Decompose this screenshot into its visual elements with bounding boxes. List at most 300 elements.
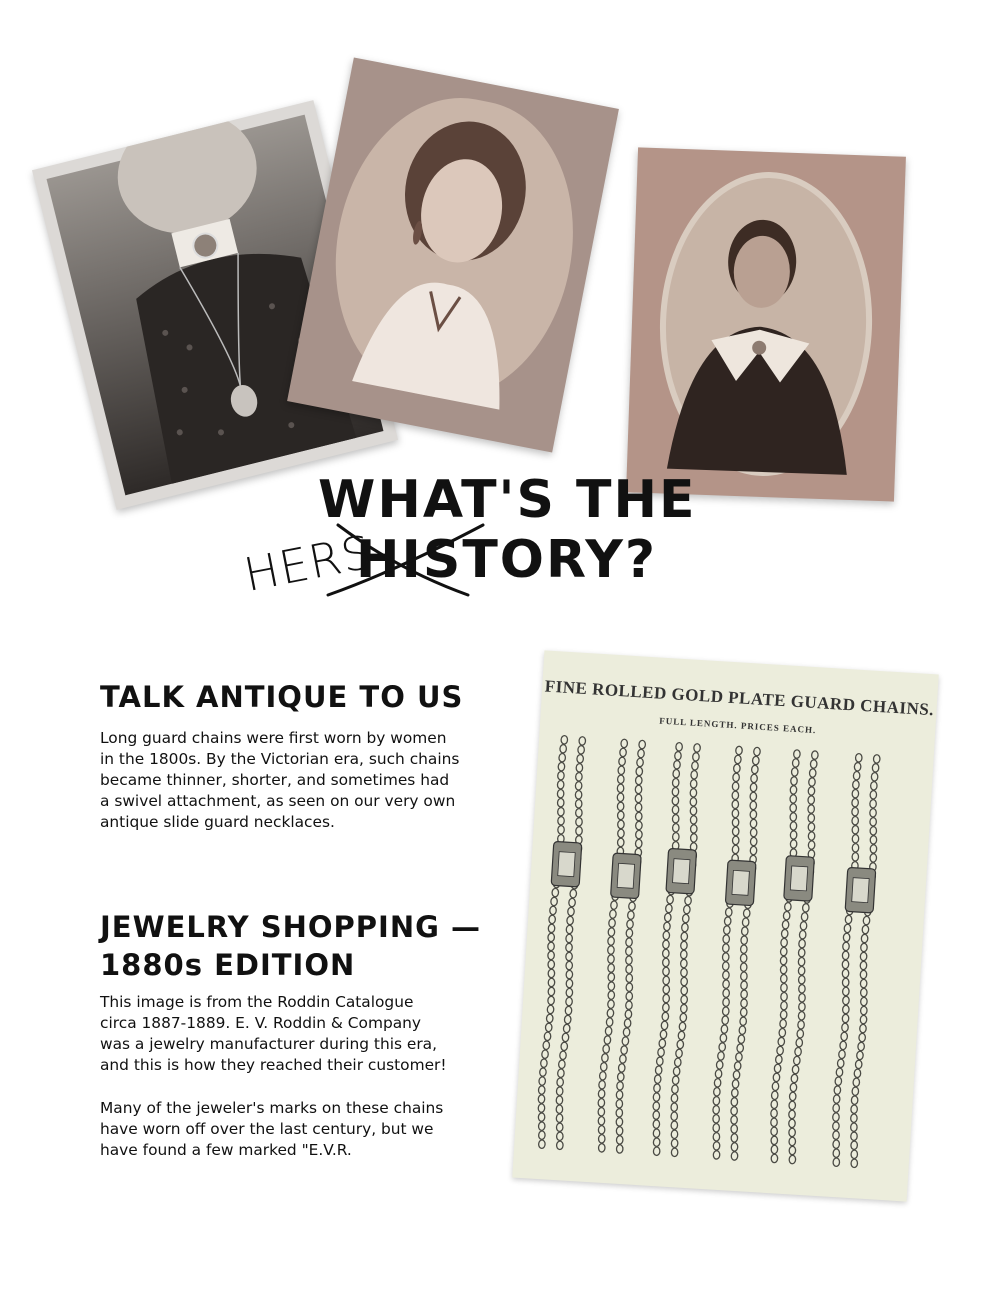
chain-link [733, 1071, 740, 1080]
chain-link [624, 1019, 631, 1028]
chain-link [741, 999, 748, 1008]
chain-link [672, 832, 679, 841]
chain-link [578, 745, 585, 754]
chain-link [551, 897, 558, 906]
chain-link [617, 838, 624, 847]
chain-link [638, 749, 645, 758]
chain-link [725, 908, 732, 917]
chain-link [790, 786, 797, 795]
chain-link [608, 928, 615, 937]
chain-link [732, 1080, 739, 1089]
chain-link [566, 979, 573, 988]
chain-link [861, 943, 868, 952]
chain-link [616, 1136, 623, 1145]
chain-link [557, 807, 564, 816]
chain-link [626, 992, 633, 1001]
chain-link [548, 924, 555, 933]
chain-link [681, 986, 688, 995]
chain-link [548, 978, 555, 987]
chain-link [781, 992, 788, 1001]
chain-link [750, 783, 757, 792]
chain-link [840, 1041, 847, 1050]
chain-link [608, 955, 615, 964]
chain-link [780, 974, 787, 983]
chain-link [604, 1036, 611, 1045]
paragraph-line: have worn off over the last century, but we [100, 1120, 434, 1138]
chain-link [781, 1001, 788, 1010]
chain-link [777, 1046, 784, 1055]
chain-link [714, 1078, 721, 1087]
chain-link [558, 825, 565, 834]
chain-link [576, 826, 583, 835]
chain-link [854, 762, 861, 771]
chain-link [851, 1105, 858, 1114]
chain-link [691, 770, 698, 779]
chain-link [790, 822, 797, 831]
vintage-photo-young-woman [287, 57, 619, 452]
chain-link [672, 1076, 679, 1085]
chain-link [790, 831, 797, 840]
chain-link [635, 803, 642, 812]
chain-link [543, 1041, 550, 1050]
slide-ornament-inlay [790, 866, 807, 891]
chain-link [741, 990, 748, 999]
title-word-tory: TORY? [462, 530, 658, 590]
chain-link [545, 1023, 552, 1032]
chain-link [674, 760, 681, 769]
chain-link [548, 987, 555, 996]
chain-link [739, 1026, 746, 1035]
chain-link [723, 980, 730, 989]
chain-link [740, 945, 747, 954]
chain-link [548, 969, 555, 978]
chain-link [750, 801, 757, 810]
chain-link [538, 1113, 545, 1122]
chain-link [559, 753, 566, 762]
chain-link [681, 923, 688, 932]
chain-link [566, 925, 573, 934]
chain-link [663, 940, 670, 949]
chain-link [782, 920, 789, 929]
chain-link [751, 774, 758, 783]
chain-link [667, 895, 674, 904]
chain-link [808, 796, 815, 805]
chain-link [598, 1125, 605, 1134]
chain-link [626, 974, 633, 983]
chain-link [731, 1097, 738, 1106]
chain-link [790, 813, 797, 822]
chain-link [732, 800, 739, 809]
chain-link [539, 1077, 546, 1086]
chain-link [713, 1123, 720, 1132]
chain-link [720, 1034, 727, 1043]
chain-link [672, 805, 679, 814]
chain-link [680, 1013, 687, 1022]
chain-link [653, 1111, 660, 1120]
chain-link [567, 916, 574, 925]
chain-link [542, 1050, 549, 1059]
chain-link [671, 1094, 678, 1103]
chain-link [605, 1027, 612, 1036]
chain-link [626, 965, 633, 974]
chain-link [538, 1104, 545, 1113]
chain-link [608, 991, 615, 1000]
chain-link [661, 1021, 668, 1030]
chain-link [539, 1068, 546, 1077]
chain-link [713, 1114, 720, 1123]
chain-link [798, 1002, 805, 1011]
chain-link [607, 946, 614, 955]
chain-link [722, 971, 729, 980]
chain-link [557, 798, 564, 807]
chain-link [566, 970, 573, 979]
chain-link [608, 964, 615, 973]
chain-link [690, 806, 697, 815]
chain-link [569, 898, 576, 907]
chain-link [773, 1073, 780, 1082]
chain-link [566, 943, 573, 952]
chain-link [852, 834, 859, 843]
chain-link [775, 1055, 782, 1064]
chain-link [575, 799, 582, 808]
chain-link [598, 1098, 605, 1107]
chain-link [653, 1138, 660, 1147]
chain-link [842, 1005, 849, 1014]
chain-link [841, 1032, 848, 1041]
chain-link [740, 954, 747, 963]
chain-link [566, 952, 573, 961]
chain-link [616, 1145, 623, 1154]
chain-link [738, 1035, 745, 1044]
chain-link [851, 1096, 858, 1105]
chain-link [861, 934, 868, 943]
chain-link [713, 1105, 720, 1114]
chain-link [723, 998, 730, 1007]
chain-link [798, 984, 805, 993]
chain-link [627, 911, 634, 920]
chain-link [731, 1143, 738, 1152]
chain-link [809, 778, 816, 787]
chain-link [690, 779, 697, 788]
chain-link [561, 1042, 568, 1051]
chain-link [683, 905, 690, 914]
chain-link [808, 832, 815, 841]
chain-link [833, 1131, 840, 1140]
chain-link [623, 1028, 630, 1037]
chain-link [603, 1045, 610, 1054]
chain-link [858, 1042, 865, 1051]
chain-link [835, 1077, 842, 1086]
chain-link [659, 1039, 666, 1048]
chain-link [774, 1064, 781, 1073]
chain-link [802, 903, 809, 912]
chain-link [789, 1146, 796, 1155]
chain-link [870, 817, 877, 826]
chain-link [558, 816, 565, 825]
chain-link [713, 1087, 720, 1096]
chain-link [791, 777, 798, 786]
chain-link [833, 1095, 840, 1104]
chain-link [690, 815, 697, 824]
chain-link [870, 790, 877, 799]
chain-link [870, 799, 877, 808]
chain-link [550, 906, 557, 915]
chain-link [733, 773, 740, 782]
chain-link [538, 1131, 545, 1140]
chain-link [598, 1134, 605, 1143]
chain-link [626, 938, 633, 947]
chain-link [538, 1122, 545, 1131]
chain-link [547, 1005, 554, 1014]
section-paragraph-jeweler-marks [100, 1098, 500, 1161]
chain-link [792, 1065, 799, 1074]
chain-link [832, 1122, 839, 1131]
chain-link [566, 988, 573, 997]
chain-link [608, 982, 615, 991]
chain-link [675, 751, 682, 760]
chain-link [556, 1123, 563, 1132]
chain-link [860, 1006, 867, 1015]
chain-link [870, 781, 877, 790]
chain-link [778, 1037, 785, 1046]
chain-link [750, 828, 757, 837]
chain-link [671, 1121, 678, 1130]
chain-link [672, 796, 679, 805]
chain-link [808, 814, 815, 823]
chain-link [565, 1006, 572, 1015]
chain-link [681, 977, 688, 986]
chain-link [857, 1051, 864, 1060]
chain-link [722, 962, 729, 971]
chain-link [672, 787, 679, 796]
chain-link [620, 748, 627, 757]
chain-link [658, 1048, 665, 1057]
chain-link [734, 1062, 741, 1071]
chain-link [732, 809, 739, 818]
chain-link [750, 846, 757, 855]
chain-link [663, 994, 670, 1003]
chain-link [679, 1022, 686, 1031]
paragraph-line: and this is how they reached their customer! [100, 1056, 447, 1074]
chain-link [798, 966, 805, 975]
chain-link [540, 1059, 547, 1068]
chain-link [548, 942, 555, 951]
chain-link [609, 910, 616, 919]
chain-link [870, 854, 877, 863]
chain-link [722, 953, 729, 962]
chain-link [691, 761, 698, 770]
chain-link [789, 1101, 796, 1110]
chain-link [852, 825, 859, 834]
chain-link [715, 1069, 722, 1078]
chain-link [771, 1118, 778, 1127]
chain-link [789, 1119, 796, 1128]
chain-link [664, 913, 671, 922]
chain-link [677, 1040, 684, 1049]
chain-link [663, 985, 670, 994]
chain-link [832, 1113, 839, 1122]
chain-link [771, 1145, 778, 1154]
chain-link [750, 810, 757, 819]
chain-link [617, 811, 624, 820]
chain-link [793, 750, 800, 759]
chain-link [662, 949, 669, 958]
chain-link [789, 1110, 796, 1119]
chain-link [653, 1093, 660, 1102]
chain-link [771, 1109, 778, 1118]
chain-link [845, 915, 852, 924]
chain-link [557, 780, 564, 789]
chain-link [556, 1105, 563, 1114]
chain-link [833, 1140, 840, 1149]
chain-link [617, 802, 624, 811]
chain-link [852, 843, 859, 852]
chain-link [607, 1009, 614, 1018]
chain-link [799, 930, 806, 939]
chain-link [576, 817, 583, 826]
chain-link [663, 922, 670, 931]
chain-link [653, 1147, 660, 1156]
chain-link [811, 751, 818, 760]
chain-link [548, 996, 555, 1005]
chain-link [628, 902, 635, 911]
chain-link [780, 956, 787, 965]
chain-link [599, 1080, 606, 1089]
chain-link [771, 1136, 778, 1145]
chain-link [621, 1046, 628, 1055]
chain-link [871, 772, 878, 781]
chain-link [780, 1019, 787, 1028]
chain-link [808, 841, 815, 850]
paragraph-line: was a jewelry manufacturer during this era, [100, 1035, 438, 1053]
chain-link [676, 1049, 683, 1058]
chain-link [808, 823, 815, 832]
chain-link [860, 997, 867, 1006]
chain-link [653, 1102, 660, 1111]
chain-link [732, 836, 739, 845]
chain-link [850, 1123, 857, 1132]
chain-link [690, 834, 697, 843]
chain-link [790, 795, 797, 804]
chain-link [852, 807, 859, 816]
page-title-line-1: WHAT'S THE [318, 470, 697, 530]
chain-link [598, 1089, 605, 1098]
chain-link [851, 1150, 858, 1159]
paragraph-line: Many of the jeweler's marks on these chains [100, 1099, 444, 1117]
chain-link [616, 1108, 623, 1117]
chain-link [622, 1037, 629, 1046]
chain-link [557, 1078, 564, 1087]
chain-link [673, 769, 680, 778]
chain-link [792, 759, 799, 768]
chain-link [566, 997, 573, 1006]
chain-link [798, 1020, 805, 1029]
chain-link [548, 960, 555, 969]
chain-link [544, 1032, 551, 1041]
chain-link [557, 771, 564, 780]
section-paragraph-roddin-catalogue [100, 992, 500, 1076]
chain-link [617, 820, 624, 829]
chain-link [598, 1143, 605, 1152]
chain-link [833, 1104, 840, 1113]
chain-link [781, 929, 788, 938]
chain-link [672, 778, 679, 787]
chain-link [681, 932, 688, 941]
chain-link [616, 1118, 623, 1127]
chain-link [842, 951, 849, 960]
chain-link [625, 1010, 632, 1019]
chain-link [842, 969, 849, 978]
chain-link [743, 909, 750, 918]
paragraph-line: antique slide guard necklaces. [100, 813, 335, 831]
chain-link [842, 978, 849, 987]
chain-link [560, 744, 567, 753]
chain-link [851, 1159, 858, 1168]
chain-link [721, 1025, 728, 1034]
chain-link [870, 826, 877, 835]
chain-link [617, 1081, 624, 1090]
chain-link [636, 767, 643, 776]
chain-link [680, 1004, 687, 1013]
chain-link [750, 837, 757, 846]
chain-link [735, 1053, 742, 1062]
chain-link [801, 912, 808, 921]
chain-link [833, 1149, 840, 1158]
chain-link [713, 1096, 720, 1105]
chain-link [608, 1000, 615, 1009]
chain-link [842, 1023, 849, 1032]
chain-link [598, 1107, 605, 1116]
chain-link [671, 1085, 678, 1094]
chain-link [673, 1067, 680, 1076]
chain-link [639, 740, 646, 749]
chain-link [722, 944, 729, 953]
chain-link [732, 791, 739, 800]
chain-link [855, 1060, 862, 1069]
chain-link [844, 924, 851, 933]
chain-link [538, 1095, 545, 1104]
chain-link [837, 1059, 844, 1068]
chain-link [608, 937, 615, 946]
chain-link [575, 808, 582, 817]
chain-link [722, 1007, 729, 1016]
slide-ornament-inlay [558, 852, 575, 877]
chain-link [616, 1127, 623, 1136]
slide-ornament-inlay [732, 870, 749, 895]
chain-link [872, 763, 879, 772]
chain-link [663, 967, 670, 976]
chain-link [576, 763, 583, 772]
chain-link [556, 1087, 563, 1096]
chain-link [660, 1030, 667, 1039]
chain-link [556, 1141, 563, 1150]
chain-link [870, 808, 877, 817]
chain-link [870, 835, 877, 844]
chain-link [783, 911, 790, 920]
chain-link [859, 1033, 866, 1042]
chain-link [680, 950, 687, 959]
section-paragraph-guard-chains [100, 728, 500, 833]
chain-link [616, 1090, 623, 1099]
chain-link [577, 754, 584, 763]
chain-link [732, 782, 739, 791]
paragraph-line: have found a few marked "E.V.R. [100, 1141, 352, 1159]
chain-link [635, 785, 642, 794]
chain-link [601, 1053, 608, 1062]
chain-link [560, 1051, 567, 1060]
chain-link [552, 888, 559, 897]
chain-link [546, 1014, 553, 1023]
